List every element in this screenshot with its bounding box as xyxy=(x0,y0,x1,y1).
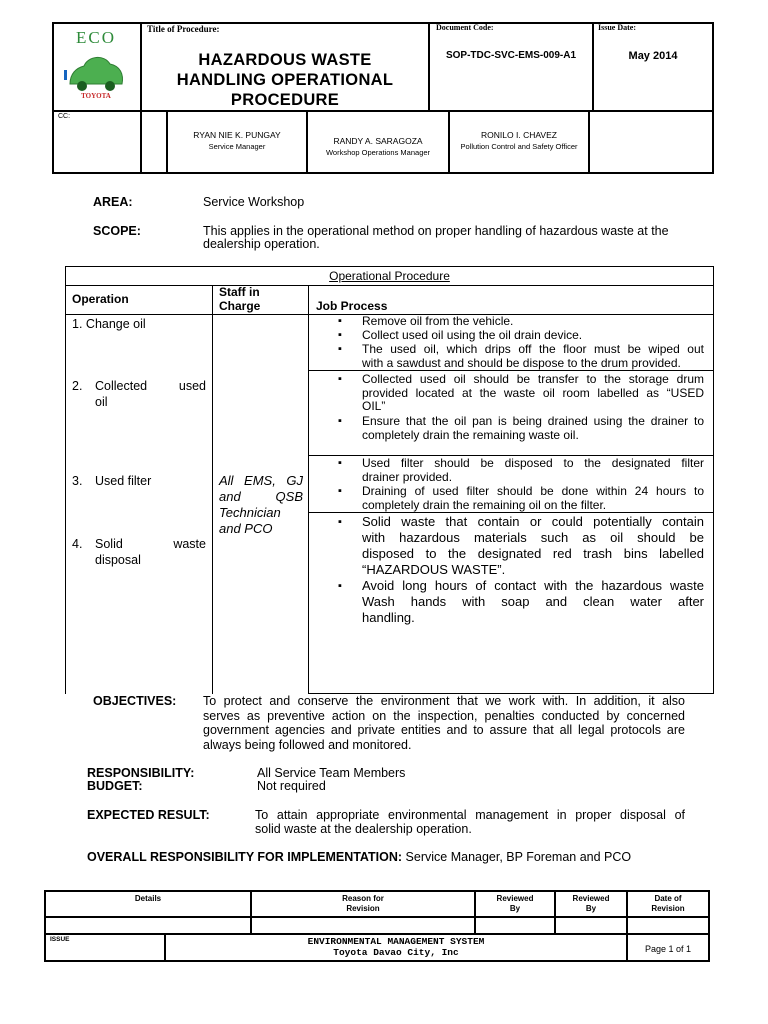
job-text: provided located at the waste oil room labelled as “USED xyxy=(362,386,704,400)
job-text: completely drain the remaining waste oil. xyxy=(362,428,579,442)
signatory xyxy=(168,130,306,151)
header-divider xyxy=(588,110,590,174)
table-rule xyxy=(212,285,213,694)
footer-col-reason-line: Revision xyxy=(346,904,380,913)
objectives-label: OBJECTIVES: xyxy=(93,694,177,708)
area-value: Service Workshop xyxy=(203,195,305,209)
scope-line: This applies in the operational method on proper handling of hazardous waste at the xyxy=(203,224,669,238)
footer-col-reviewed-line: By xyxy=(585,904,597,913)
expected-line: To attain appropriate environmental management in proper disposal of xyxy=(255,808,685,822)
job-bullet: ▪ Ensure that the oil pan is being drained using the drainer to xyxy=(362,414,704,428)
expected-line: solid waste at the dealership operation. xyxy=(255,822,472,836)
header-divider xyxy=(428,22,430,112)
job-bullet: ▪ The used oil, which drips off the floor must be wiped out xyxy=(362,342,704,356)
staff-in-charge xyxy=(219,473,303,537)
job-text: with hazardous materials such as oil should be xyxy=(362,530,704,545)
footer-page: Page 1 of 1 xyxy=(644,944,692,954)
job-text: with a sawdust and should be dispose to the drum provided. xyxy=(362,356,681,370)
footer-issue-label: ISSUE xyxy=(50,936,70,943)
car-leaf-icon xyxy=(64,50,128,94)
col-staff-line: Staff in xyxy=(219,285,260,299)
footer-col-date xyxy=(628,894,708,914)
overall-value: Service Manager, BP Foreman and PCO xyxy=(405,850,632,864)
footer-system xyxy=(166,936,626,958)
operation-text: disposal xyxy=(95,553,141,567)
eco-logo xyxy=(58,26,134,106)
staff-line: and PCO xyxy=(219,521,273,536)
signatory xyxy=(450,130,588,151)
footer-col-reviewed xyxy=(556,894,626,914)
doc-code-label: Document Code: xyxy=(436,23,494,32)
footer-col-details: Details xyxy=(134,894,162,903)
job-text: completely drain the remaining oil on the filter. xyxy=(362,498,607,512)
table-rule xyxy=(308,370,714,371)
scope-line: dealership operation. xyxy=(203,237,320,251)
footer-company: Toyota Davao City, Inc xyxy=(333,947,459,958)
operation-num: 3. xyxy=(72,474,83,488)
operation-text: Used filter xyxy=(95,474,152,488)
logo-text: ECO xyxy=(76,28,116,47)
footer-col-reviewed xyxy=(476,894,554,914)
signatory-role: Workshop Operations Manager xyxy=(325,148,431,157)
job-text: “HAZARDOUS WASTE”. xyxy=(362,562,506,577)
signatory-role: Pollution Control and Safety Officer xyxy=(460,142,578,151)
overall-label: OVERALL RESPONSIBILITY FOR IMPLEMENTATION: xyxy=(87,850,403,864)
operation-item xyxy=(72,316,206,332)
header-divider xyxy=(52,110,714,112)
table-rule xyxy=(308,285,309,694)
job-bullet: ▪ Collect used oil using the oil drain device. xyxy=(362,328,582,342)
operation-num: 4. xyxy=(72,537,83,551)
job-bullet: ▪ Collected used oil should be transfer to the storage drum xyxy=(362,372,704,386)
staff-line: Technician xyxy=(219,505,281,520)
signatory xyxy=(308,136,448,157)
staff-line: All EMS, GJ xyxy=(219,473,303,488)
signatory-name: RYAN NIE K. PUNGAY xyxy=(193,130,281,140)
col-staff xyxy=(219,285,260,313)
job-bullet: ▪ Avoid long hours of contact with the hazardous waste xyxy=(362,578,704,594)
signatory-name: RONILO I. CHAVEZ xyxy=(481,130,557,140)
job-bullet: ▪ Used filter should be disposed to the designated filter xyxy=(362,456,704,470)
title-label: Title of Procedure: xyxy=(147,24,220,34)
operation-text: Solid waste xyxy=(95,537,206,551)
footer-col-reason-line: Reason for xyxy=(342,894,384,903)
budget-label: BUDGET: xyxy=(87,779,143,793)
job-text: disposed to the designated red trash bins labelled xyxy=(362,546,704,561)
operation-num: 2. xyxy=(72,379,83,393)
objectives-line: serves as preventive action on the inspection, penalties conducted by concerned xyxy=(203,708,685,723)
job-text: handling. xyxy=(362,610,415,625)
objectives-line: government agencies and private entities and to assure that all legal protocols are xyxy=(203,723,685,737)
footer-system-name: ENVIRONMENTAL MANAGEMENT SYSTEM xyxy=(307,936,485,947)
cc-label: CC: xyxy=(58,113,71,120)
footer-col-reviewed-line: Reviewed xyxy=(496,894,534,903)
page-title xyxy=(142,50,428,110)
col-job: Job Process xyxy=(316,299,388,313)
job-bullet: ▪ Remove oil from the vehicle. xyxy=(362,314,513,328)
footer-col-date-line: Date of xyxy=(654,894,682,903)
issue-date: May 2014 xyxy=(628,50,678,62)
table-rule xyxy=(308,512,714,513)
title-line: HANDLING OPERATIONAL xyxy=(176,71,394,89)
col-staff-line: Charge xyxy=(219,299,261,313)
job-bullet: ▪ Solid waste that contain or could potentially contain xyxy=(362,514,704,530)
footer-rule xyxy=(44,933,710,935)
header-divider xyxy=(592,22,594,112)
col-operation: Operation xyxy=(72,292,129,306)
objectives-line: always being followed and monitored. xyxy=(203,737,412,752)
responsibility-label: RESPONSIBILITY: xyxy=(87,766,195,780)
doc-code: SOP-TDC-SVC-EMS-009-A1 xyxy=(445,50,577,61)
responsibility-value: All Service Team Members xyxy=(257,766,406,780)
operation-num: 1. xyxy=(72,317,83,331)
scope-label: SCOPE: xyxy=(93,224,141,238)
job-text: Wash hands with soap and clean water after xyxy=(362,594,704,609)
logo-brand: TOYOTA xyxy=(81,92,111,100)
title-line: HAZARDOUS WASTE xyxy=(198,51,372,69)
budget-value: Not required xyxy=(257,779,326,793)
footer-col-reviewed-line: Reviewed xyxy=(572,894,610,903)
footer-col-reviewed-line: By xyxy=(509,904,521,913)
operation-text: oil xyxy=(95,395,108,409)
operation-item xyxy=(72,378,206,410)
issue-date-label: Issue Date: xyxy=(598,23,636,32)
job-text: drainer provided. xyxy=(362,470,453,484)
expected-label: EXPECTED RESULT: xyxy=(87,808,210,822)
objectives-line: To protect and conserve the environment that we work with. In addition, it also xyxy=(203,694,685,708)
signatory-name: RANDY A. SARAGOZA xyxy=(333,136,423,146)
footer-col-reason xyxy=(252,894,474,914)
objectives-text xyxy=(203,694,685,752)
operation-item xyxy=(72,536,206,568)
operation-item xyxy=(72,473,206,489)
procedure-title: Operational Procedure xyxy=(329,269,450,283)
footer-rule xyxy=(44,916,710,918)
area-label: AREA: xyxy=(93,195,133,209)
operation-text: Collected used xyxy=(95,379,206,393)
staff-line: and QSB xyxy=(219,489,303,504)
table-rule xyxy=(65,285,714,286)
overall-responsibility xyxy=(87,850,631,864)
footer-col-date-line: Revision xyxy=(651,904,685,913)
signatory-role: Service Manager xyxy=(208,142,266,151)
job-text: OIL” xyxy=(362,399,386,413)
job-bullet: ▪ Draining of used filter should be done within 24 hours to xyxy=(362,484,704,498)
title-line: PROCEDURE xyxy=(230,91,340,109)
operation-text: Change oil xyxy=(85,317,146,331)
